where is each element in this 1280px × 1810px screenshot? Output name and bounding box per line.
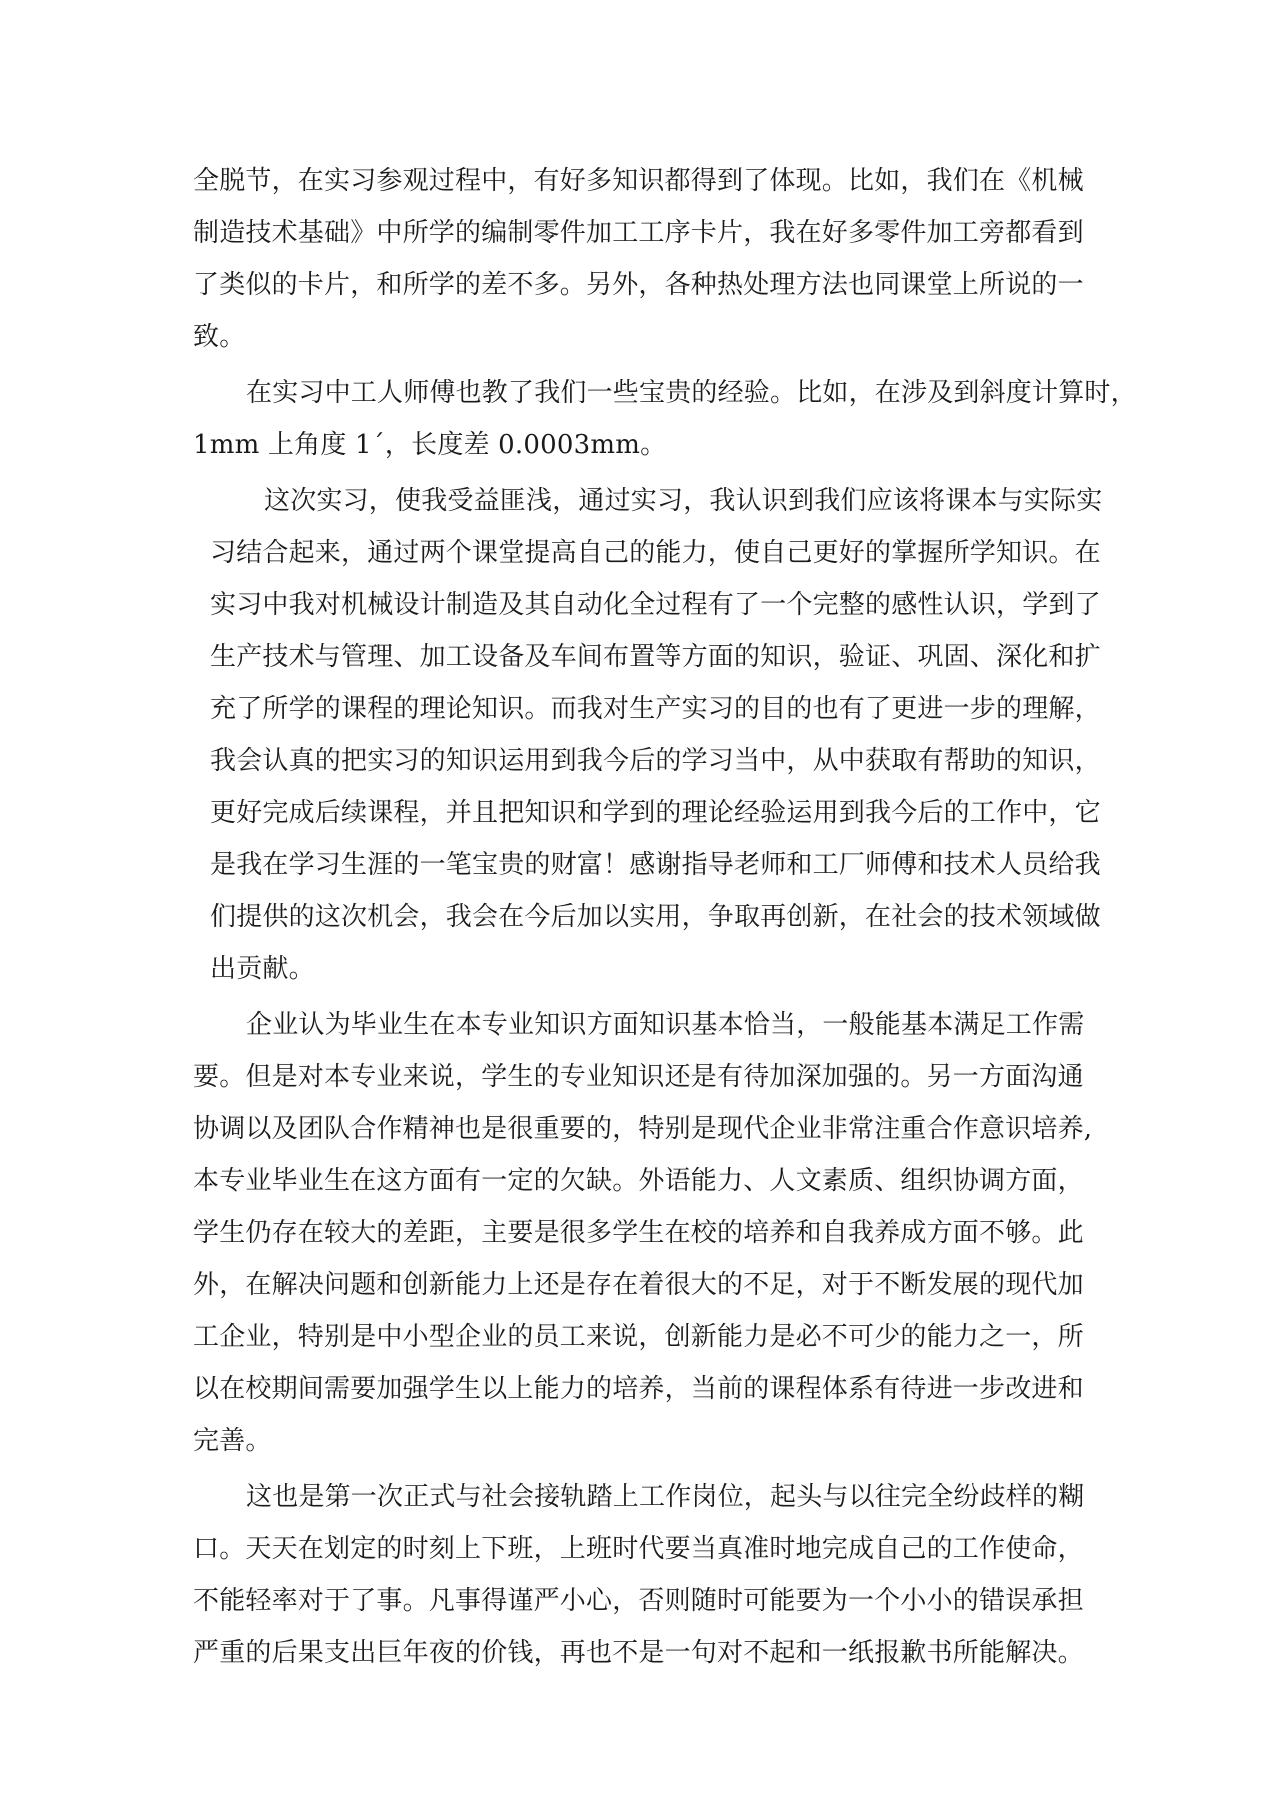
paragraph-3-line-10: 出贡献。 <box>210 954 315 984</box>
paragraph-3-line-3: 实习中我对机械设计制造及其自动化全过程有了一个完整的感性认识，学到了 <box>210 590 1101 620</box>
paragraph-4-line-1: 企业认为毕业生在本专业知识方面知识基本恰当，一般能基本满足工作需 <box>246 1010 1085 1040</box>
paragraph-2-line-2: 1mm 上角度 1´，长度差 0.0003mm。 <box>193 430 667 460</box>
paragraph-4-line-6: 外，在解决问题和创新能力上还是存在着很大的不足，对于不断发展的现代加 <box>193 1270 1084 1300</box>
paragraph-4-line-8: 以在校期间需要加强学生以上能力的培养，当前的课程体系有待进一步改进和 <box>193 1374 1084 1404</box>
paragraph-4-line-3: 协调以及团队合作精神也是很重要的，特别是现代企业非常注重合作意识培养, <box>193 1114 1093 1144</box>
paragraph-3-line-2: 习结合起来，通过两个课堂提高自己的能力，使自己更好的掌握所学知识。在 <box>210 538 1101 568</box>
paragraph-2-line-1: 在实习中工人师傅也教了我们一些宝贵的经验。比如，在涉及到斜度计算时， <box>246 378 1137 408</box>
paragraph-4-line-5: 学生仍存在较大的差距，主要是很多学生在校的培养和自我养成方面不够。此 <box>193 1218 1084 1248</box>
paragraph-4-line-4: 本专业毕业生在这方面有一定的欠缺。外语能力、人文素质、组织协调方面， <box>193 1166 1084 1196</box>
paragraph-1-line-1: 全脱节，在实习参观过程中，有好多知识都得到了体现。比如，我们在《机械 <box>193 166 1084 196</box>
paragraph-3-line-7: 更好完成后续课程，并且把知识和学到的理论经验运用到我今后的工作中，它 <box>210 798 1101 828</box>
paragraph-4-line-9: 完善。 <box>193 1426 272 1456</box>
paragraph-3-line-8: 是我在学习生涯的一笔宝贵的财富！感谢指导老师和工厂师傅和技术人员给我 <box>210 850 1101 880</box>
paragraph-3-line-4: 生产技术与管理、加工设备及车间布置等方面的知识，验证、巩固、深化和扩 <box>210 642 1101 672</box>
paragraph-4-line-7: 工企业，特别是中小型企业的员工来说，创新能力是必不可少的能力之一，所 <box>193 1322 1084 1352</box>
paragraph-5-line-3: 不能轻率对于了事。凡事得谨严小心，否则随时可能要为一个小小的错误承担 <box>193 1586 1084 1616</box>
paragraph-3-line-1: 这次实习，使我受益匪浅，通过实习，我认识到我们应该将课本与实际实 <box>264 486 1103 516</box>
paragraph-5-line-1: 这也是第一次正式与社会接轨踏上工作岗位，起头与以往完全纷歧样的糊 <box>246 1482 1085 1512</box>
paragraph-5-line-4: 严重的后果支出巨年夜的价钱，再也不是一句对不起和一纸报歉书所能解决。 <box>193 1638 1084 1668</box>
paragraph-3-line-9: 们提供的这次机会，我会在今后加以实用，争取再创新，在社会的技术领域做 <box>210 902 1101 932</box>
paragraph-3-line-5: 充了所学的课程的理论知识。而我对生产实习的目的也有了更进一步的理解， <box>210 694 1101 724</box>
paragraph-4-line-2: 要。但是对本专业来说，学生的专业知识还是有待加深加强的。另一方面沟通 <box>193 1062 1084 1092</box>
paragraph-3-line-6: 我会认真的把实习的知识运用到我今后的学习当中，从中获取有帮助的知识， <box>210 746 1101 776</box>
paragraph-1-line-4: 致。 <box>193 322 246 352</box>
paragraph-5-line-2: 口。天天在划定的时刻上下班，上班时代要当真准时地完成自己的工作使命， <box>193 1534 1084 1564</box>
paragraph-1-line-2: 制造技术基础》中所学的编制零件加工工序卡片，我在好多零件加工旁都看到 <box>193 218 1084 248</box>
paragraph-1-line-3: 了类似的卡片，和所学的差不多。另外，各种热处理方法也同课堂上所说的一 <box>193 270 1084 300</box>
